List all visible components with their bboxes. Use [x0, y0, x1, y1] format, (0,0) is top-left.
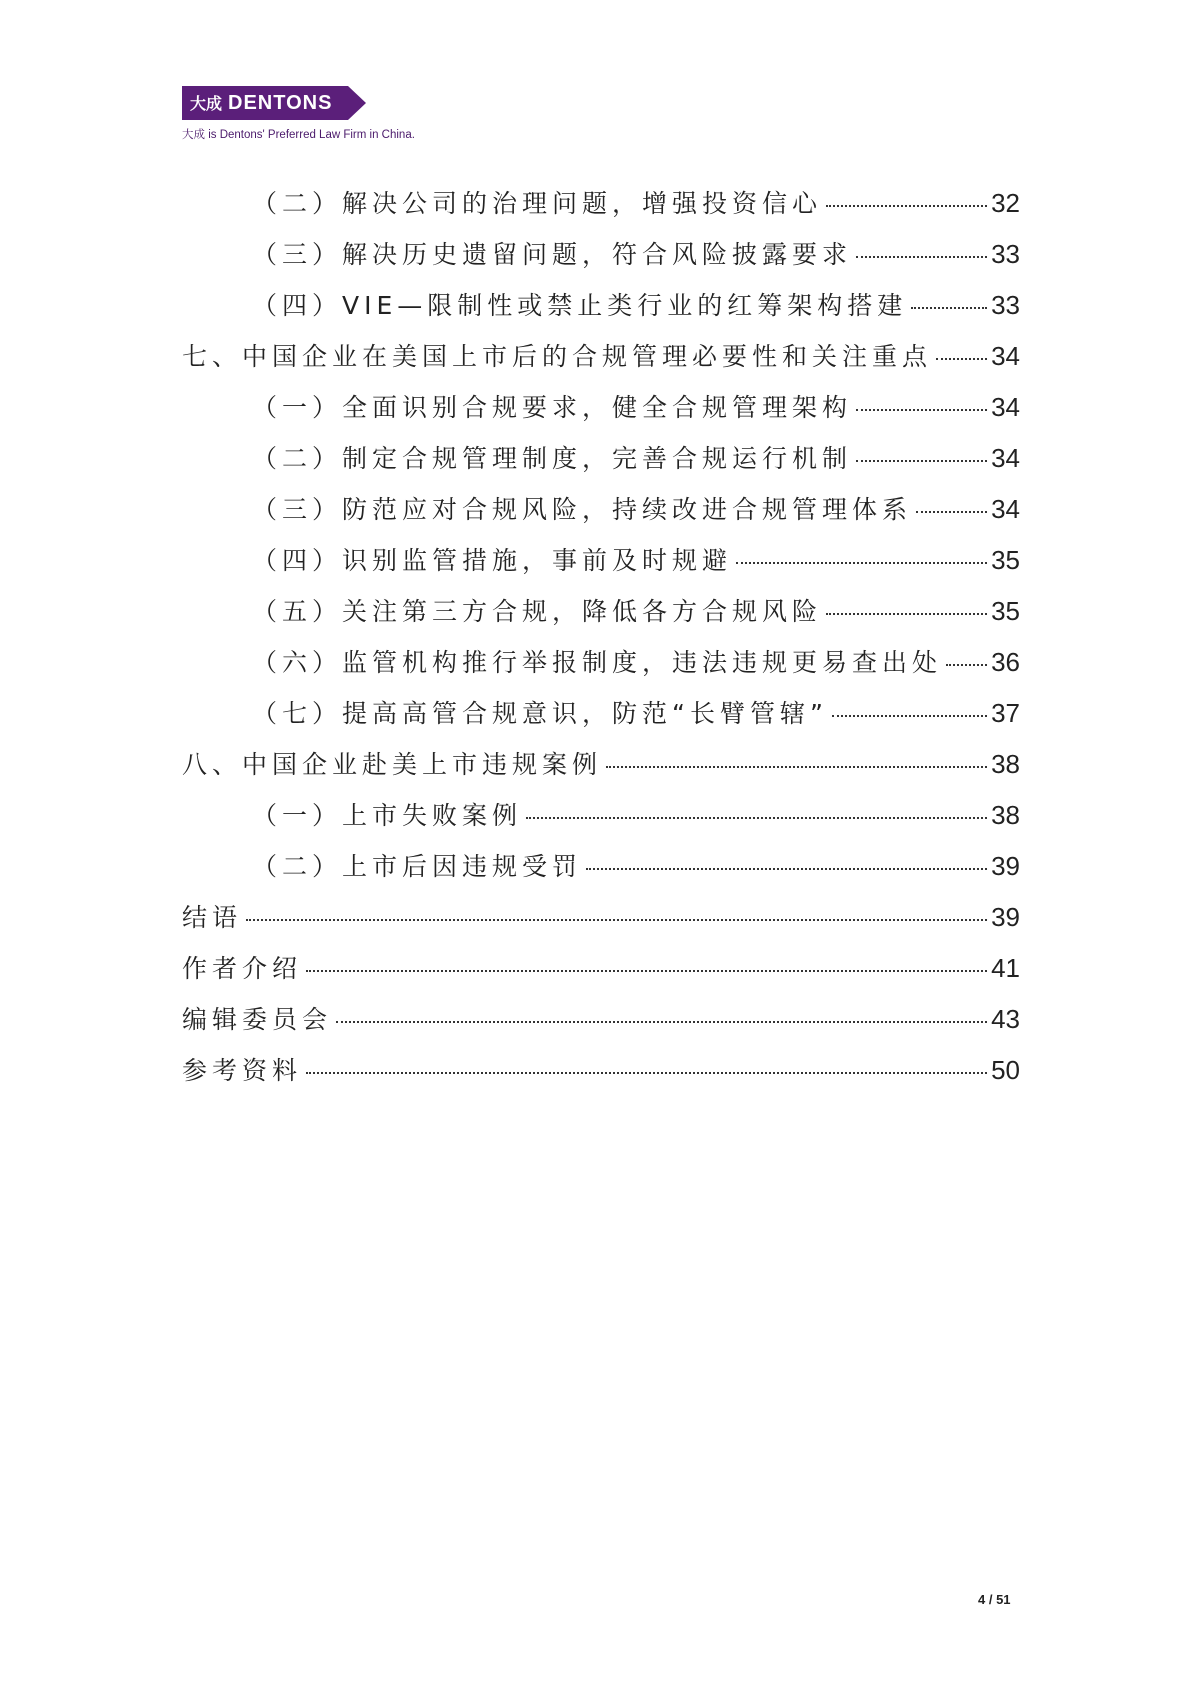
- toc-entry[interactable]: [182, 286, 1020, 337]
- toc-entry[interactable]: [182, 388, 1020, 439]
- toc-entry-title: （一）全面识别合规要求，健全合规管理架构: [252, 393, 853, 422]
- toc-entry[interactable]: [182, 745, 1020, 796]
- toc-dot-leader: [306, 1072, 987, 1074]
- toc-entry-page-number: 33: [991, 239, 1020, 269]
- dentons-logo: [182, 86, 415, 142]
- toc-entry[interactable]: [182, 1051, 1020, 1102]
- toc-entry[interactable]: [182, 337, 1020, 388]
- toc-dot-leader: [736, 562, 987, 564]
- toc-entry-page-number: 39: [991, 902, 1020, 932]
- toc-entry[interactable]: [182, 643, 1020, 694]
- page-indicator: 4 / 51: [978, 1592, 1011, 1607]
- toc-entry-page-number: 34: [991, 494, 1020, 524]
- logo-tagline: 大成 is Dentons' Preferred Law Firm in China.: [182, 129, 415, 141]
- toc-dot-leader: [916, 511, 987, 513]
- toc-entry-page-number: 50: [991, 1055, 1020, 1085]
- toc-entry-title: （七）提高高管合规意识，防范“长臂管辖”: [252, 699, 828, 728]
- toc-dot-leader: [826, 613, 987, 615]
- table-of-contents: [182, 184, 1020, 1102]
- toc-dot-leader: [936, 358, 987, 360]
- toc-entry[interactable]: [182, 949, 1020, 1000]
- toc-entry[interactable]: [182, 847, 1020, 898]
- toc-entry-title: 七、中国企业在美国上市后的合规管理必要性和关注重点: [182, 342, 933, 371]
- toc-entry-page-number: 35: [991, 596, 1020, 626]
- toc-entry-title: （三）解决历史遗留问题，符合风险披露要求: [252, 240, 853, 269]
- toc-entry[interactable]: [182, 184, 1020, 235]
- logo-english-name: DENTONS: [228, 92, 333, 114]
- toc-entry-title: 编辑委员会: [182, 1005, 333, 1034]
- toc-entry-title: （四）识别监管措施，事前及时规避: [252, 546, 733, 575]
- logo-badge: [182, 86, 366, 120]
- toc-entry[interactable]: [182, 592, 1020, 643]
- toc-dot-leader: [606, 766, 987, 768]
- toc-entry-title: （三）防范应对合规风险，持续改进合规管理体系: [252, 495, 913, 524]
- toc-entry-page-number: 35: [991, 545, 1020, 575]
- toc-dot-leader: [336, 1021, 987, 1023]
- toc-entry-page-number: 34: [991, 341, 1020, 371]
- toc-dot-leader: [856, 256, 987, 258]
- toc-entry-title: 结语: [182, 903, 243, 932]
- toc-entry-page-number: 38: [991, 800, 1020, 830]
- toc-entry[interactable]: [182, 694, 1020, 745]
- toc-entry-page-number: 37: [991, 698, 1020, 728]
- toc-entry-page-number: 41: [991, 953, 1020, 983]
- toc-entry[interactable]: [182, 796, 1020, 847]
- toc-entry-title: （五）关注第三方合规，降低各方合规风险: [252, 597, 823, 626]
- logo-chinese-name: 大成: [190, 96, 223, 113]
- toc-entry-title: 作者介绍: [182, 954, 303, 983]
- toc-entry-page-number: 39: [991, 851, 1020, 881]
- toc-entry-title: 八、中国企业赴美上市违规案例: [182, 750, 603, 779]
- toc-dot-leader: [526, 817, 987, 819]
- toc-dot-leader: [911, 307, 987, 309]
- toc-dot-leader: [856, 460, 987, 462]
- toc-entry-title: （二）上市后因违规受罚: [252, 852, 583, 881]
- toc-dot-leader: [246, 919, 987, 921]
- toc-entry-title: （六）监管机构推行举报制度，违法违规更易查出处: [252, 648, 943, 677]
- toc-dot-leader: [946, 664, 987, 666]
- toc-entry-title: 参考资料: [182, 1056, 303, 1085]
- toc-entry[interactable]: [182, 898, 1020, 949]
- toc-entry-page-number: 38: [991, 749, 1020, 779]
- toc-entry-title: （二）解决公司的治理问题，增强投资信心: [252, 189, 823, 218]
- toc-dot-leader: [306, 970, 987, 972]
- toc-dot-leader: [826, 205, 987, 207]
- toc-entry-title: （一）上市失败案例: [252, 801, 523, 830]
- toc-entry-title: （二）制定合规管理制度，完善合规运行机制: [252, 444, 853, 473]
- toc-dot-leader: [856, 409, 987, 411]
- toc-entry[interactable]: [182, 541, 1020, 592]
- toc-entry-page-number: 43: [991, 1004, 1020, 1034]
- toc-entry-page-number: 36: [991, 647, 1020, 677]
- toc-entry[interactable]: [182, 235, 1020, 286]
- toc-entry[interactable]: [182, 439, 1020, 490]
- toc-entry-page-number: 34: [991, 443, 1020, 473]
- toc-dot-leader: [586, 868, 987, 870]
- toc-entry-page-number: 33: [991, 290, 1020, 320]
- toc-entry[interactable]: [182, 490, 1020, 541]
- toc-entry[interactable]: [182, 1000, 1020, 1051]
- toc-entry-title: （四）VIE—限制性或禁止类行业的红筹架构搭建: [252, 291, 908, 320]
- toc-entry-page-number: 32: [991, 188, 1020, 218]
- toc-entry-page-number: 34: [991, 392, 1020, 422]
- toc-dot-leader: [832, 715, 987, 717]
